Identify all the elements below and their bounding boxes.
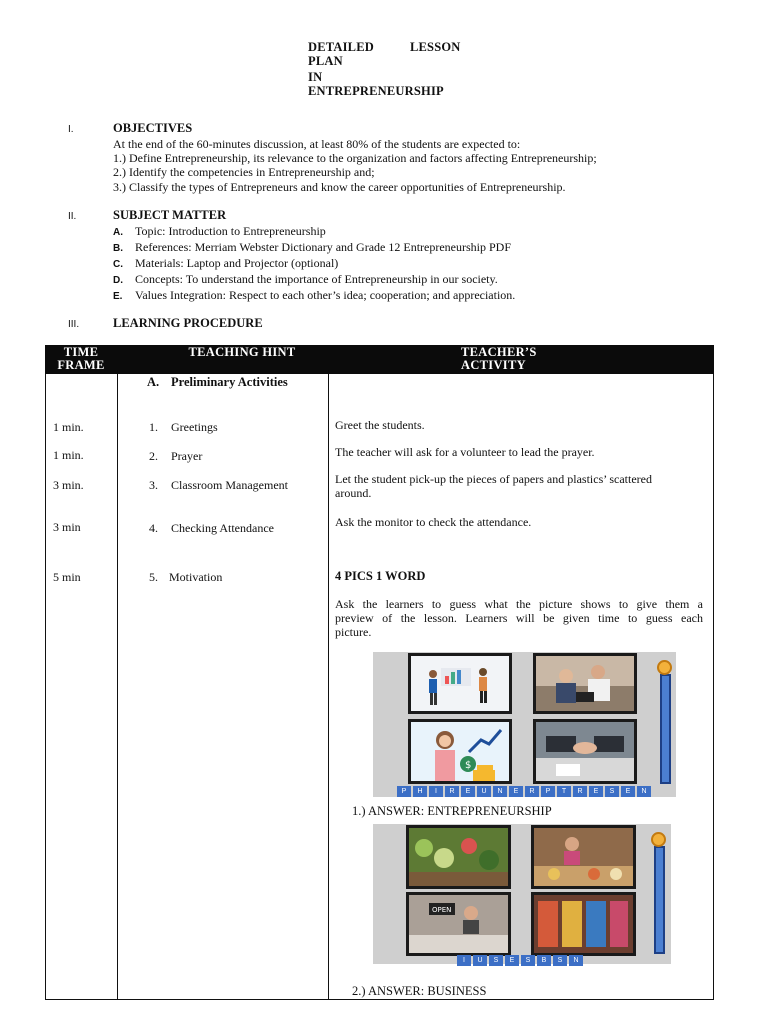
table-border-left: [45, 374, 46, 1000]
row-hint: [149, 478, 288, 492]
motivation-description: [335, 597, 703, 639]
letter-tiles: [397, 786, 653, 797]
row-activity: Greet the students.: [335, 418, 425, 432]
puzzle-image-entrepreneurship: [373, 652, 676, 797]
section-number-procedure: III.: [68, 319, 80, 330]
svg-text:$: $: [465, 760, 472, 771]
row-hint-label: Motivation: [169, 570, 223, 584]
title-word-subject: ENTREPRENEURSHIP: [308, 84, 444, 98]
letter-tile: S: [553, 955, 567, 966]
subject-item-letter: D.: [113, 275, 123, 286]
header-teacher-activity: [373, 346, 714, 372]
photo-frame: [533, 653, 637, 714]
handshake-photo: [536, 722, 634, 781]
photo-frame: [408, 719, 512, 784]
letter-tile: P: [397, 786, 411, 797]
preliminary-activities-heading: [147, 375, 288, 389]
row-hint: [149, 449, 202, 463]
row-hint-label: Prayer: [171, 449, 203, 463]
header-activity-label: ACTIVITY: [461, 358, 526, 372]
meeting-photo: [536, 656, 634, 711]
letter-tile: E: [505, 955, 519, 966]
svg-text:OPEN: OPEN: [432, 906, 452, 914]
title-word-in: IN: [308, 70, 323, 84]
row-hint-label: Greetings: [171, 420, 218, 434]
letter-tile: N: [637, 786, 651, 797]
clock-icon: [657, 660, 672, 675]
title-word-detailed: DETAILED: [308, 40, 374, 54]
puzzle-image-business: [373, 824, 671, 964]
subject-item-letter: A.: [113, 227, 123, 238]
answer-1: 1.) ANSWER: ENTREPRENEURSHIP: [352, 804, 552, 818]
row-hint-label: Classroom Management: [171, 478, 288, 492]
letter-tile: E: [621, 786, 635, 797]
title-word-lesson: LESSON: [409, 40, 461, 54]
clock-icon: [651, 832, 666, 847]
food-stall-photo: [534, 828, 633, 886]
section-title-procedure: LEARNING PROCEDURE: [113, 316, 263, 330]
letter-tile: I: [457, 955, 471, 966]
letter-tile: R: [445, 786, 459, 797]
row-activity: Ask the monitor to check the attendance.: [335, 515, 532, 529]
row-hint: [149, 521, 274, 535]
row-hint-number: 5.: [149, 570, 158, 584]
timer-bar: [654, 846, 665, 954]
row-activity: The teacher will ask for a volunteer to lead the prayer.: [335, 445, 595, 459]
letter-tile: S: [521, 955, 535, 966]
section-number-subject: II.: [68, 211, 77, 222]
title-word-plan: PLAN: [308, 54, 343, 68]
table-border-bottom: [45, 999, 714, 1000]
letter-tiles: [457, 955, 585, 966]
preliminary-title: Preliminary Activities: [171, 375, 288, 389]
photo-frame: [533, 719, 637, 784]
letter-tile: N: [569, 955, 583, 966]
row-hint-number: 4.: [149, 521, 158, 535]
subject-item: [113, 224, 326, 241]
letter-tile: S: [605, 786, 619, 797]
photo-frame: [531, 892, 636, 956]
photo-frame: [406, 892, 511, 956]
timer-bar: [660, 674, 671, 784]
money-growth-illustration: [411, 722, 509, 781]
letter-tile: N: [493, 786, 507, 797]
letter-tile: E: [509, 786, 523, 797]
header-time-label: TIME: [63, 345, 99, 359]
letter-tile: S: [489, 955, 503, 966]
letter-tile: I: [429, 786, 443, 797]
subject-item: [113, 240, 511, 257]
objective-item: 3.) Classify the types of Entrepreneurs and know the career opportunities of Entrepreneurship.: [113, 180, 566, 194]
objectives-intro: At the end of the 60-minutes discussion, at least 80% of the students are expected to:: [113, 137, 521, 151]
doc-title: [308, 40, 461, 98]
letter-tile: U: [477, 786, 491, 797]
photo-frame: [531, 825, 636, 889]
shop-open-photo: [409, 895, 508, 953]
table-header-row: [45, 345, 714, 374]
subject-item-text: References: Merriam Webster Dictionary and Grade 12 Entrepreneurship PDF: [135, 240, 512, 254]
header-time-frame: [45, 346, 117, 372]
row-activity: [335, 472, 652, 500]
letter-tile: B: [537, 955, 551, 966]
preliminary-letter: A.: [147, 375, 160, 389]
row-hint-label: Checking Attendance: [171, 521, 274, 535]
subject-item-letter: C.: [113, 259, 123, 270]
letter-tile: E: [461, 786, 475, 797]
row-activity-line: around.: [335, 486, 372, 500]
header-teaching-hint: TEACHING HINT: [188, 345, 296, 359]
row-hint-number: 1.: [149, 420, 158, 434]
row-hint-number: 2.: [149, 449, 158, 463]
photo-frame: [406, 825, 511, 889]
table-border-right: [713, 374, 714, 1000]
row-time: 3 min.: [53, 478, 84, 492]
section-title-subject: SUBJECT MATTER: [113, 208, 227, 222]
motivation-line: picture.: [335, 625, 372, 639]
letter-tile: E: [589, 786, 603, 797]
letter-tile: R: [573, 786, 587, 797]
letter-tile: P: [541, 786, 555, 797]
subject-item-text: Concepts: To understand the importance of Entrepreneurship in our society.: [135, 272, 498, 286]
subject-item-text: Materials: Laptop and Projector (optional): [135, 256, 339, 270]
section-number-objectives: I.: [68, 124, 74, 135]
objective-item: 2.) Identify the competencies in Entrepreneurship and;: [113, 165, 375, 179]
subject-item-letter: E.: [113, 291, 123, 302]
row-time: 1 min.: [53, 420, 84, 434]
row-hint: [149, 420, 218, 434]
activity-title-4pics: 4 PICS 1 WORD: [335, 569, 426, 583]
letter-tile: T: [557, 786, 571, 797]
answer-2: 2.) ANSWER: BUSINESS: [352, 984, 487, 998]
header-teachers-label: TEACHER’S: [461, 345, 537, 359]
row-time: 3 min: [53, 520, 81, 534]
table-divider-1: [117, 374, 118, 1000]
market-vegetables-photo: [409, 828, 508, 886]
motivation-line: preview of the lesson. Learners will be given time to guess each: [335, 611, 703, 625]
table-divider-2: [328, 374, 329, 1000]
row-activity-line: Let the student pick-up the pieces of papers and plastics’ scattered: [335, 472, 652, 486]
business-illustration: [411, 656, 509, 711]
subject-item-letter: B.: [113, 243, 123, 254]
row-time: 1 min.: [53, 448, 84, 462]
header-frame-label: FRAME: [57, 358, 105, 372]
objective-item: 1.) Define Entrepreneurship, its relevance to the organization and factors affecting Entrepreneurship;: [113, 151, 597, 165]
motivation-line: Ask the learners to guess what the picture shows to give them a: [335, 597, 703, 611]
letter-tile: U: [473, 955, 487, 966]
row-hint: [149, 570, 222, 584]
subject-item: [113, 272, 498, 289]
row-time: 5 min: [53, 570, 81, 584]
photo-frame: [408, 653, 512, 714]
letter-tile: R: [525, 786, 539, 797]
grocery-store-photo: [534, 895, 633, 953]
subject-item: [113, 256, 338, 273]
section-title-objectives: OBJECTIVES: [113, 121, 193, 135]
letter-tile: H: [413, 786, 427, 797]
subject-item-text: Values Integration: Respect to each other’s idea; cooperation; and appreciation.: [135, 288, 516, 302]
subject-item: [113, 288, 515, 305]
subject-item-text: Topic: Introduction to Entrepreneurship: [135, 224, 326, 238]
row-hint-number: 3.: [149, 478, 158, 492]
